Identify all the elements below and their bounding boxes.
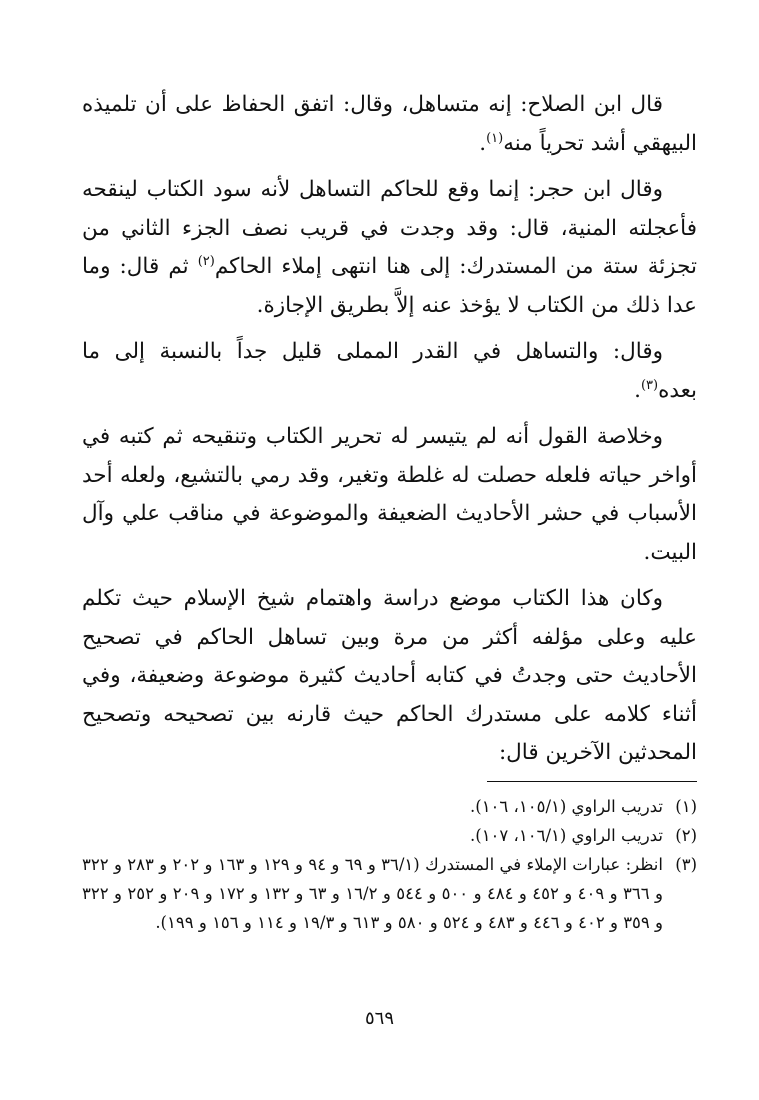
paragraph-3: وقال: والتساهل في القدر المملى قليل جداً بالنسبة إلى ما بعده$^{(٣)}$.: [82, 339, 697, 403]
footnote-text: تدريب الراوي (١٠٦/١، ١٠٧).: [470, 825, 663, 845]
footnote-ref-2[interactable]: (٢): [197, 253, 215, 269]
paragraph-1: قال ابن الصلاح: إنه متساهل، وقال: اتفق الحفاظ على أن تلميذه البيهقي أشد تحرياً منه$^{(١)}$.: [82, 92, 697, 156]
footnote-text: تدريب الراوي (١٠٥/١، ١٠٦).: [470, 796, 663, 816]
footnotes: [82, 792, 697, 937]
main-text: [82, 86, 697, 773]
footnote-ref-1[interactable]: (١): [486, 130, 504, 146]
footnote-ref-3[interactable]: (٣): [640, 377, 659, 393]
footnote-divider: [487, 781, 697, 782]
footnote-1: [82, 792, 697, 821]
footnote-3: [82, 850, 697, 937]
footnote-number: (٣): [675, 854, 697, 874]
footnote-text: انظر: عبارات الإملاء في المستدرك (٣٦/١ و ٦٩ و ٩٤ و ١٢٩ و ١٦٣ و ٢٠٢ و ٢٨٣ و ٣٢٢ و ٣٦٦ و ٤٠٩ و ٤٥٢ و ٤٨٤ و ٥٠٠ و ٥٤٤ و ١٦/٢ و ٦٣ و ١٣٢ و ١٧٢ و ٢٠٩ و ٢٥٢ و ٣٢٢ و ٣٥٩ و ٤٠٢ و ٤٤٦ و ٤٨٣ و ٥٢٤ و ٥٨٠ و ٦١٣ و ١٩/٣ و ١١٤ و ١٥٦ و ١٩٩).: [82, 854, 663, 932]
page-number: ٥٦٩: [364, 1008, 394, 1029]
footnote-number: (١): [675, 796, 697, 816]
footnote-number: (٢): [675, 825, 697, 845]
paragraph-5: وكان هذا الكتاب موضع دراسة واهتمام شيخ الإسلام حيث تكلم عليه وعلى مؤلفه أكثر من مرة وبين تساهل الحاكم في تصحيح الأحاديث حتى وجدتُ في كتابه أحاديث كثيرة موضوعة وضعيفة، وفي أثناء كلامه على مستدرك الحاكم حيث قارنه بين تصحيحه وتصحيح المحدثين الآخرين قال:: [82, 586, 697, 765]
footnote-2: [82, 821, 697, 850]
paragraph-4: وخلاصة القول أنه لم يتيسر له تحرير الكتاب وتنقيحه ثم كتبه في أواخر حياته فلعله حصلت له غلطة وتغير، وقد رمي بالتشيع، ولعله أحد الأسباب في حشر الأحاديث الضعيفة والموضوعة في مناقب علي وآل البيت.: [82, 424, 697, 565]
paragraph-2: وقال ابن حجر: إنما وقع للحاكم التساهل لأنه سود الكتاب لينقحه فأعجلته المنية، قال: وقد وجدت في قريب نصف الجزء الثاني من تجزئة ستة من المستدرك: إلى هنا انتهى إملاء الحاكم$^{(٢)}$ ثم قال: وما عدا ذلك من الكتاب لا يؤخذ عنه إلاَّ بطريق الإجازة.: [82, 177, 697, 318]
